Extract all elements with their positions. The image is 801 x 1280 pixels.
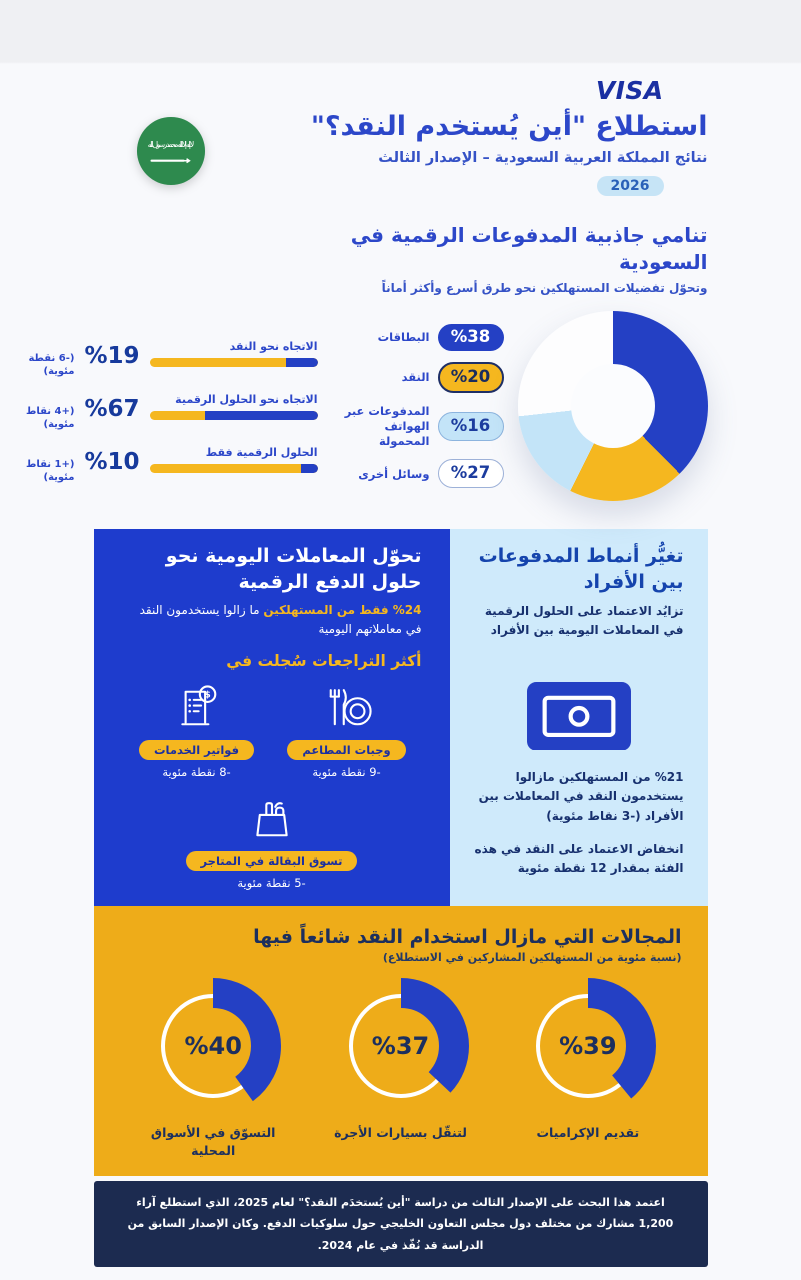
bar-track (150, 358, 318, 367)
trend-bars (10, 339, 318, 483)
footer-methodology-note: اعتمد هذا البحث على الإصدار الثالث من دراسة "أين يُستخدَم النقد؟" لعام 2025، الذي استطلع آراء 1,200 مشارك من مختلف دول مجلس التعاون الخليجي حول سلوكيات الدفع. وكان الإصدار السابق من الدراسة قد نُفّذ في عام 2024. (94, 1181, 708, 1267)
section-title: تنامي جاذبية المدفوعات الرقمية في السعودية (350, 223, 708, 275)
page-subtitle: نتائج المملكة العربية السعودية – الإصدار الثالث (378, 150, 708, 167)
bar-track (150, 464, 318, 473)
bar-value: %67 (84, 395, 140, 422)
gauge-value: %40 (184, 1031, 242, 1060)
gauge-value: %39 (559, 1031, 617, 1060)
gauge-value: %37 (371, 1031, 430, 1060)
bar-track (150, 411, 318, 420)
bar-row-cash-trend (10, 339, 318, 377)
page-title: استطلاع "أين يُستخدم النقد؟" (310, 111, 708, 142)
gauge-label: التسوّق في الأسواق المحلية (150, 1124, 276, 1158)
legend-label: وسائل أخرى (358, 466, 430, 481)
grocery-bag-icon (244, 793, 300, 845)
flag-shahada-text: لا إله إلا الله محمد رسول الله (147, 140, 194, 150)
gauge-label: لتنقّل بسيارات الأجرة (334, 1124, 467, 1140)
decline-label-pill: وجبات المطاعم (287, 740, 405, 760)
declines-title: أكثر التراجعات سُجلت في (226, 651, 422, 670)
panel-title: تغيُّر أنماط المدفوعات بين الأفراد (478, 545, 684, 593)
legend-label: المدفوعات عبر الهواتف المحمولة (344, 403, 430, 448)
bar-change-note: (-6 نقطة مئوية) (28, 352, 75, 377)
brand-row (94, 76, 708, 105)
utility-bill-icon (169, 682, 225, 734)
section-subtitle: وتحوّل تفضيلات المستهلكين نحو طرق أسرع وأكثر أماناً (381, 281, 708, 296)
svg-text:$: $ (203, 690, 211, 700)
section-title: المجالات التي مازال استخدام النقد شائعاً فيها (253, 925, 682, 948)
gauge-label: تقديم الإكراميات (536, 1124, 640, 1140)
subtitle-rest: ما زالوا يستخدمون النقد في معاملاتهم اليومية (139, 603, 422, 636)
bar-change-note: (+1 نقاط مئوية) (25, 458, 75, 483)
header (94, 70, 708, 196)
decline-change: -9 نقطة مئوية (312, 764, 381, 779)
section-digital-growth (25, 222, 708, 501)
highlight-text: %24 فقط من المستهلكين (263, 603, 422, 618)
bar-row-digital-trend (10, 392, 318, 430)
legend-label: النقد (401, 369, 430, 384)
section-cash-common (94, 906, 708, 1176)
legend-item (332, 459, 504, 488)
decline-item-grocery (182, 793, 362, 890)
legend-pill-mobile: %16 (438, 412, 504, 441)
visa-logo: VISA (595, 76, 664, 105)
bar-value: %10 (84, 448, 140, 475)
legend-item (332, 404, 504, 449)
bar-value: %19 (84, 342, 140, 369)
decline-item-restaurants (272, 682, 422, 779)
year-badge: 2026 (597, 176, 664, 196)
bar-fill (205, 411, 318, 420)
gauge-local-markets (120, 976, 307, 1160)
decline-label-pill: فواتير الخدمات (139, 740, 254, 760)
donut-legend (332, 324, 504, 489)
legend-pill-cards: %38 (438, 324, 504, 351)
gauge-taxi (307, 976, 494, 1160)
cash-gauges-row (120, 976, 682, 1160)
bar-label: الاتجاه نحو النقد (229, 339, 318, 353)
digital-payments-chart (25, 311, 708, 501)
bar-row-digital-only (10, 445, 318, 483)
decline-change: -5 نقطة مئوية (237, 875, 306, 890)
p2p-stat-2: انخفاض الاعتماد على النقد في هذه الفئة بمقدار 12 نقطة مئوية (474, 841, 684, 876)
restaurant-plate-icon (319, 682, 375, 734)
panel-subtitle: تزايُد الاعتماد على الحلول الرقمية في المعاملات اليومية بين الأفراد (484, 604, 684, 637)
bar-fill (301, 464, 318, 473)
bar-change-note: (+4 نقاط مئوية) (25, 405, 75, 430)
legend-pill-cash: %20 (438, 362, 504, 393)
panel-subtitle (122, 601, 422, 638)
saudi-flag-icon (136, 116, 206, 186)
legend-item (332, 362, 504, 393)
panel-title: تحوّل المعاملات اليومية نحو حلول الدفع الرقمية (165, 545, 422, 593)
bar-fill (286, 358, 318, 367)
legend-label: البطاقات (377, 329, 430, 344)
gauge-tips (494, 976, 681, 1160)
content-column (25, 0, 708, 1267)
section-subtitle: (نسبة مئوية من المستهلكين المشاركين في الاستطلاع) (382, 950, 682, 964)
decline-change: -8 نقطة مئوية (162, 764, 231, 779)
bar-label: الحلول الرقمية فقط (205, 445, 318, 459)
bar-label: الاتجاه نحو الحلول الرقمية (175, 392, 318, 406)
declines-row (122, 682, 422, 779)
panel-p2p-payments (450, 529, 708, 905)
banknote-icon (527, 682, 631, 751)
panel-daily-transactions (94, 529, 450, 905)
decline-label-pill: تسوق البقالة في المتاجر (186, 851, 358, 871)
legend-pill-other: %27 (438, 459, 504, 488)
legend-item (332, 324, 504, 351)
decline-item-utility-bills (122, 682, 272, 779)
panels-row (94, 529, 708, 905)
payment-methods-donut (518, 311, 708, 501)
p2p-stat-1: %21 من المستهلكين مازالوا يستخدمون النقد في المعاملات بين الأفراد (-3 نقاط مئوية) (478, 770, 684, 823)
